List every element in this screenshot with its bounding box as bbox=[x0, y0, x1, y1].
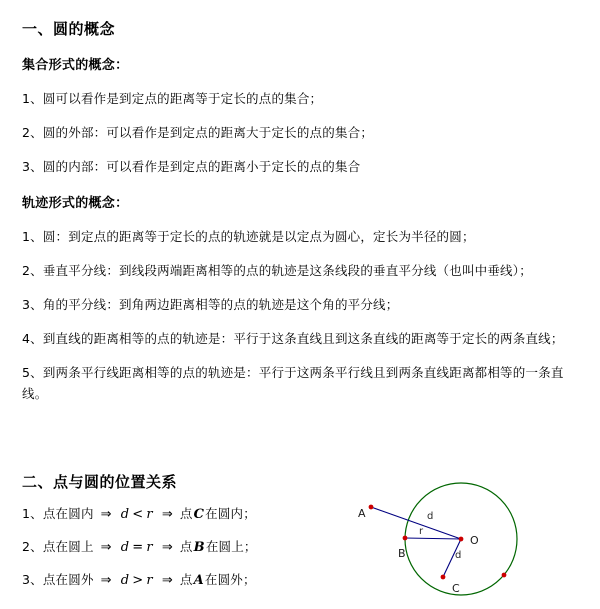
label-B: B bbox=[398, 547, 406, 560]
list-item: 2、垂直平分线：到线段两端距离相等的点的轨迹是这条线段的垂直平分线（也叫中垂线）； bbox=[22, 263, 532, 278]
implies-arrow-icon: ⇒ bbox=[161, 573, 173, 588]
label-segment-d-outer: d bbox=[427, 511, 434, 522]
result-prefix: 点 bbox=[179, 572, 193, 587]
section-heading-2: 二、点与圆的位置关系 bbox=[22, 473, 178, 491]
variable-d: d bbox=[120, 573, 130, 588]
point-C-marker bbox=[441, 575, 446, 580]
variable-r: r bbox=[146, 573, 153, 588]
variable-d: d bbox=[120, 507, 130, 522]
list-item: 1、圆可以看作是到定点的距离等于定长的点的集合； bbox=[22, 91, 323, 106]
relation-condition: 点在圆上 bbox=[42, 539, 94, 554]
implies-arrow-icon: ⇒ bbox=[100, 507, 112, 522]
comparison-operator: < bbox=[132, 507, 144, 522]
label-segment-r: r bbox=[419, 526, 424, 537]
list-item: 3、角的平分线：到角两边距离相等的点的轨迹是这个角的平分线； bbox=[22, 297, 399, 312]
implies-arrow-icon: ⇒ bbox=[100, 573, 112, 588]
variable-d: d bbox=[120, 540, 130, 555]
point-B-marker bbox=[403, 536, 408, 541]
comparison-operator: > bbox=[132, 573, 144, 588]
implies-arrow-icon: ⇒ bbox=[161, 507, 173, 522]
label-segment-d-inner: d bbox=[455, 550, 462, 561]
label-A: A bbox=[358, 507, 366, 520]
point-letter: A bbox=[193, 573, 204, 588]
relation-number: 3、 bbox=[22, 572, 43, 587]
relation-number: 1、 bbox=[22, 506, 43, 521]
list-item: 3、圆的内部：可以看作是到定点的距离小于定长的点的集合 bbox=[22, 159, 361, 174]
implies-arrow-icon: ⇒ bbox=[161, 540, 173, 555]
label-O: O bbox=[470, 534, 479, 547]
point-letter: B bbox=[193, 540, 205, 555]
subsection-title-set-form: 集合形式的概念： bbox=[22, 58, 129, 73]
list-item: 4、到直线的距离相等的点的轨迹是：平行于这条直线且到这条直线的距离等于定长的两条直线； bbox=[22, 331, 564, 346]
section-heading-1: 一、圆的概念 bbox=[22, 20, 116, 38]
comparison-operator: = bbox=[132, 540, 144, 555]
result-prefix: 点 bbox=[179, 539, 193, 554]
circle-diagram bbox=[345, 468, 600, 609]
variable-r: r bbox=[146, 540, 153, 555]
relation-number: 2、 bbox=[22, 539, 43, 554]
list-item: 1、圆：到定点的距离等于定长的点的轨迹就是以定点为圆心，定长为半径的圆； bbox=[22, 229, 475, 244]
segment-OA bbox=[371, 507, 461, 539]
point-arc-marker bbox=[502, 573, 507, 578]
point-letter: C bbox=[193, 507, 205, 522]
variable-r: r bbox=[146, 507, 153, 522]
point-A-marker bbox=[369, 505, 374, 510]
result-prefix: 点 bbox=[179, 506, 193, 521]
list-item: 5、到两条平行线距离相等的点的轨迹是：平行于这两条平行线且到两条直线距离都相等的一条直线。 bbox=[22, 365, 564, 401]
result-suffix: 在圆内； bbox=[205, 506, 256, 521]
result-suffix: 在圆上； bbox=[205, 539, 257, 554]
segment-OB bbox=[405, 538, 461, 539]
implies-arrow-icon: ⇒ bbox=[100, 540, 112, 555]
point-O-marker bbox=[459, 537, 464, 542]
list-item: 2、圆的外部：可以看作是到定点的距离大于定长的点的集合； bbox=[22, 125, 374, 140]
relation-condition: 点在圆外 bbox=[42, 572, 94, 587]
label-C: C bbox=[452, 582, 460, 595]
relation-condition: 点在圆内 bbox=[42, 506, 94, 521]
result-suffix: 在圆外； bbox=[204, 572, 256, 587]
circle-diagram-svg bbox=[345, 468, 600, 609]
subsection-title-locus-form: 轨迹形式的概念： bbox=[22, 196, 129, 211]
